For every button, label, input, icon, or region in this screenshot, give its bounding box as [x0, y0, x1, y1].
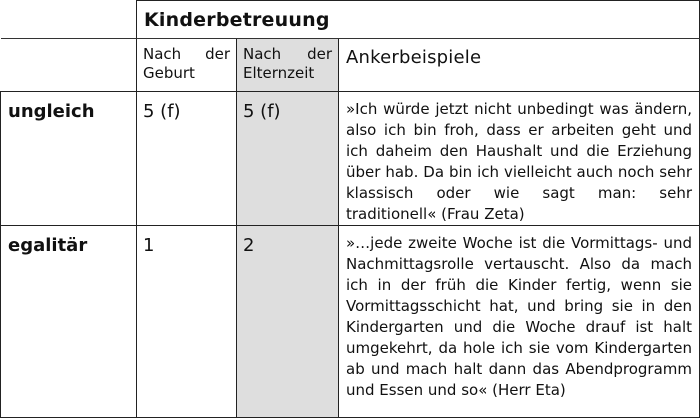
col-after-leave-word1: Nach [243, 45, 282, 63]
empty-header-cell [1, 39, 137, 92]
col-examples: Ankerbeispiele [339, 39, 700, 92]
cell-after-birth: 1 [137, 226, 237, 418]
table-row [1, 226, 700, 418]
cell-after-leave: 5 (f) [237, 92, 339, 226]
col-after-leave-word2: der [307, 45, 332, 63]
table-header-row [1, 1, 700, 39]
col-after-birth-line2: Geburt [143, 64, 195, 82]
cell-after-leave: 2 [237, 226, 339, 418]
col-after-leave [237, 39, 339, 92]
col-after-birth-word2: der [205, 45, 230, 63]
cell-example-quote: »Ich würde jetzt nicht unbedingt was ändern, also ich bin froh, dass er arbeiten geht und ich daheim den Haushalt und die Erziehung über hab. Da bin ich vielleicht auch noch sehr klassisch oder wie sagt man: sehr traditionell« (Frau Zeta) [339, 92, 700, 226]
group-header: Kinderbetreuung [137, 1, 700, 39]
col-after-leave-line2: Elternzeit [243, 64, 315, 82]
column-header-row [1, 39, 700, 92]
col-after-birth-word1: Nach [143, 45, 182, 63]
cell-after-birth: 5 (f) [137, 92, 237, 226]
row-label-egalitaer: egalitär [1, 226, 137, 418]
cell-example-quote: »…jede zweite Woche ist die Vormittags- und Nachmittagsrolle vertauscht. Also da mach ich in der früh die Kinder fertig, wenn sie Vormittagsschicht hat, und bring sie in den Kindergarten und die Woche drauf ist halt umgekehrt, da hole ich sie vom Kindergarten ab und mach halt dann das Abendprogramm und Essen und so« (Herr Eta) [339, 226, 700, 418]
corner-cell [1, 1, 137, 39]
table-row [1, 92, 700, 226]
row-label-ungleich: ungleich [1, 92, 137, 226]
col-after-birth [137, 39, 237, 92]
